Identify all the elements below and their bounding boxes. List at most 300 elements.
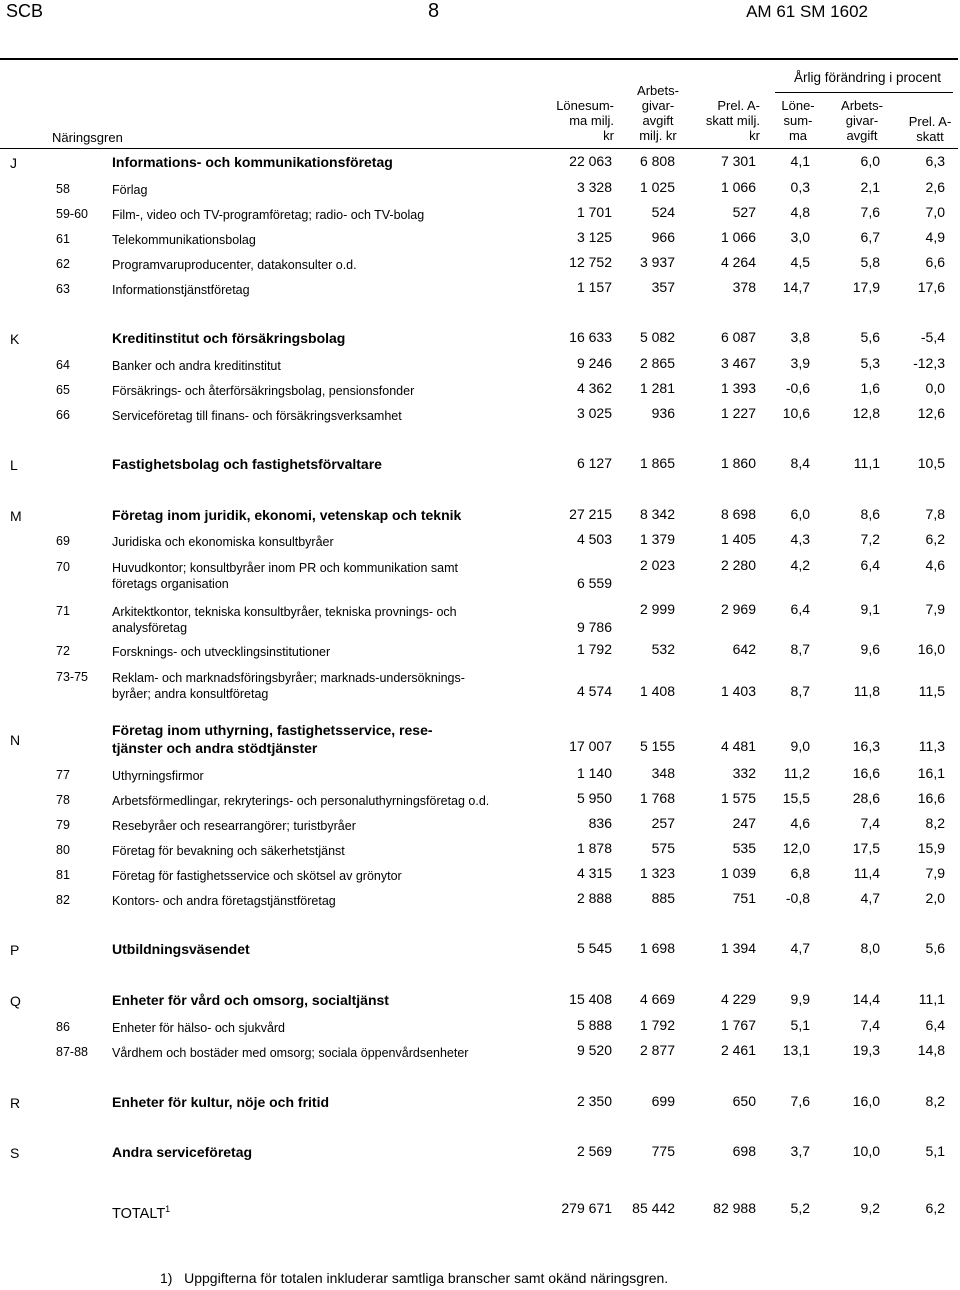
value-prel-a-skatt: 4 481 [720, 738, 756, 754]
industry-name-line1: Utbildningsväsendet [112, 941, 250, 957]
table-row [0, 229, 960, 251]
value-chg-prel-a-skatt: 7,8 [925, 506, 945, 522]
industry-name [112, 282, 250, 298]
value-chg-arbetsgivaravgift: 11,4 [853, 865, 880, 881]
value-lonesumma: 9 786 [576, 619, 612, 635]
value-chg-prel-a-skatt: 2,0 [925, 890, 945, 906]
industry-name [112, 1045, 468, 1061]
industry-name [112, 182, 147, 198]
industry-name-line1: Uthyrningsfirmor [112, 769, 204, 783]
value-chg-arbetsgivaravgift: 9,6 [860, 641, 880, 657]
section-row [0, 153, 960, 175]
value-chg-arbetsgivaravgift: 11,8 [853, 683, 880, 699]
industry-name-line1: Företag inom uthyrning, fastighetsservice, rese- [112, 722, 433, 738]
industry-name-line2: tjänster och andra stödtjänster [112, 740, 318, 756]
industry-code: 87-88 [56, 1045, 88, 1059]
value-arbetsgivaravgift: 524 [651, 204, 675, 220]
section-letter: K [10, 331, 20, 347]
industry-name-line1: Programvaruproducenter, datakonsulter o.d. [112, 258, 357, 272]
section-letter: S [10, 1145, 20, 1161]
section-letter: L [10, 457, 18, 473]
footnote-ref: 1 [165, 1204, 171, 1214]
value-arbetsgivaravgift: 1 281 [639, 380, 675, 396]
value-lonesumma: 1 701 [576, 204, 612, 220]
industry-name [112, 644, 330, 660]
value-arbetsgivaravgift: 2 865 [639, 355, 675, 371]
value-arbetsgivaravgift: 1 408 [639, 683, 675, 699]
industry-name-line1: Juridiska och ekonomiska konsultbyråer [112, 535, 334, 549]
table-row [0, 254, 960, 276]
value-arbetsgivaravgift: 1 698 [639, 940, 675, 956]
value-prel-a-skatt: 650 [732, 1093, 756, 1109]
industry-code: 69 [56, 534, 70, 548]
table-row [0, 557, 960, 591]
industry-code: 58 [56, 182, 70, 196]
industry-name-line1: Enheter för kultur, nöje och fritid [112, 1094, 330, 1110]
value-prel-a-skatt: 2 280 [720, 557, 756, 573]
value-chg-lonesumma: 13,1 [782, 1042, 810, 1058]
value-chg-arbetsgivaravgift: 7,2 [860, 531, 880, 547]
annual-change-title: Årlig förändring i procent [793, 70, 942, 85]
value-chg-arbetsgivaravgift: 9,2 [860, 1200, 880, 1216]
value-lonesumma: 9 246 [576, 355, 612, 371]
value-chg-lonesumma: -0,8 [785, 890, 810, 906]
industry-name [112, 793, 489, 809]
value-lonesumma: 1 140 [576, 765, 612, 781]
value-prel-a-skatt: 1 403 [720, 683, 756, 699]
value-chg-prel-a-skatt: 10,5 [917, 455, 945, 471]
value-prel-a-skatt: 527 [732, 204, 756, 220]
industry-code: 81 [56, 868, 70, 882]
value-chg-lonesumma: 9,9 [790, 991, 810, 1007]
value-prel-a-skatt: 332 [732, 765, 756, 781]
value-chg-lonesumma: 4,3 [790, 531, 810, 547]
value-chg-arbetsgivaravgift: 6,7 [860, 229, 880, 245]
value-chg-lonesumma: 5,1 [790, 1017, 810, 1033]
industry-name [112, 1020, 285, 1036]
value-chg-arbetsgivaravgift: 7,6 [860, 204, 880, 220]
industry-name-line1: Resebyråer och researrangörer; turistbyråer [112, 819, 356, 833]
value-arbetsgivaravgift: 966 [651, 229, 675, 245]
value-prel-a-skatt: 751 [732, 890, 756, 906]
value-chg-prel-a-skatt: 16,6 [917, 790, 945, 806]
industry-code: 66 [56, 408, 70, 422]
value-chg-lonesumma: 3,9 [790, 355, 810, 371]
industry-code: 77 [56, 768, 70, 782]
section-row [0, 720, 960, 756]
value-chg-prel-a-skatt: 4,9 [925, 229, 945, 245]
value-chg-arbetsgivaravgift: 16,6 [852, 765, 880, 781]
industry-name [112, 941, 250, 957]
value-chg-prel-a-skatt: 11,1 [918, 991, 945, 1007]
value-prel-a-skatt: 1 394 [720, 940, 756, 956]
value-chg-prel-a-skatt: 12,6 [917, 405, 945, 421]
value-arbetsgivaravgift: 699 [651, 1093, 675, 1109]
table-row [0, 641, 960, 663]
industry-name [112, 721, 433, 757]
value-arbetsgivaravgift: 5 155 [639, 738, 675, 754]
value-chg-arbetsgivaravgift: 7,4 [860, 1017, 880, 1033]
value-prel-a-skatt: 4 229 [720, 991, 756, 1007]
value-arbetsgivaravgift: 357 [651, 279, 675, 295]
value-chg-lonesumma: 8,7 [790, 683, 810, 699]
section-row [0, 329, 960, 351]
value-chg-lonesumma: 11,2 [783, 765, 810, 781]
value-lonesumma: 16 633 [569, 329, 612, 345]
value-arbetsgivaravgift: 6 808 [639, 153, 675, 169]
value-lonesumma: 5 950 [576, 790, 612, 806]
industry-name-line2: företags organisation [112, 577, 229, 591]
industry-name-line1: Företag för fastighetsservice och skötsel av grönytor [112, 869, 402, 883]
value-chg-prel-a-skatt: 6,4 [925, 1017, 945, 1033]
value-lonesumma: 836 [588, 815, 612, 831]
table-row [0, 765, 960, 787]
industry-name [112, 534, 334, 550]
table-row [0, 815, 960, 837]
table-row [0, 601, 960, 635]
industry-name [112, 257, 357, 273]
industry-name [112, 154, 393, 170]
industry-name [112, 232, 256, 248]
table-row [0, 890, 960, 912]
value-chg-arbetsgivaravgift: 2,1 [860, 179, 880, 195]
value-chg-lonesumma: 4,5 [790, 254, 810, 270]
value-prel-a-skatt: 1 066 [720, 179, 756, 195]
value-lonesumma: 2 569 [576, 1143, 612, 1159]
col-arbetsgivaravgift: Arbets- givar- avgift milj. kr [637, 83, 679, 143]
industry-code: 64 [56, 358, 70, 372]
value-lonesumma: 3 025 [576, 405, 612, 421]
table-row [0, 667, 960, 701]
industry-code: 86 [56, 1020, 70, 1034]
value-lonesumma: 9 520 [576, 1042, 612, 1058]
section-letter: J [10, 155, 17, 171]
value-prel-a-skatt: 1 039 [720, 865, 756, 881]
industry-name [112, 818, 356, 834]
section-row [0, 506, 960, 528]
industry-name-line1: Kreditinstitut och försäkringsbolag [112, 330, 346, 346]
value-arbetsgivaravgift: 3 937 [639, 254, 675, 270]
col-lonesumma: Lönesum- ma milj. kr [556, 98, 614, 143]
value-lonesumma: 17 007 [569, 738, 612, 754]
value-prel-a-skatt: 2 969 [720, 601, 756, 617]
value-arbetsgivaravgift: 775 [651, 1143, 675, 1159]
industry-code: 72 [56, 644, 70, 658]
value-lonesumma: 3 125 [576, 229, 612, 245]
value-chg-arbetsgivaravgift: 5,8 [860, 254, 880, 270]
value-chg-arbetsgivaravgift: 16,3 [852, 738, 880, 754]
industry-name-line2: analysföretag [112, 621, 188, 635]
section-letter: Q [10, 993, 21, 1009]
value-lonesumma: 2 888 [576, 890, 612, 906]
value-chg-prel-a-skatt: 16,0 [917, 641, 945, 657]
value-chg-prel-a-skatt: 7,9 [925, 601, 945, 617]
section-letter: N [10, 732, 21, 748]
section-row [0, 940, 960, 962]
industry-name-line1: Arbetsförmedlingar, rekryterings- och personaluthyrningsföretag o.d. [112, 794, 490, 808]
value-prel-a-skatt: 1 575 [720, 790, 756, 806]
footnote-marker: 1) [160, 1270, 173, 1286]
value-lonesumma: 12 752 [569, 254, 612, 270]
table-row [0, 405, 960, 427]
value-chg-arbetsgivaravgift: 9,1 [860, 601, 880, 617]
industry-code: 63 [56, 282, 70, 296]
value-lonesumma: 2 350 [576, 1093, 612, 1109]
value-chg-arbetsgivaravgift: 8,6 [860, 506, 880, 522]
industry-name-line1: Forsknings- och utvecklingsinstitutioner [112, 645, 331, 659]
value-chg-lonesumma: 0,3 [790, 179, 810, 195]
value-arbetsgivaravgift: 2 999 [639, 601, 675, 617]
value-chg-lonesumma: 10,6 [782, 405, 810, 421]
industry-name-line1: Kontors- och andra företagstjänstföretag [112, 894, 336, 908]
table-row [0, 355, 960, 377]
value-chg-lonesumma: 15,5 [782, 790, 810, 806]
value-chg-prel-a-skatt: 0,0 [925, 380, 945, 396]
value-chg-lonesumma: -0,6 [785, 380, 810, 396]
industry-name [112, 893, 336, 909]
value-chg-prel-a-skatt: 5,6 [925, 940, 945, 956]
industry-name [112, 1144, 252, 1160]
value-prel-a-skatt: 82 988 [713, 1200, 756, 1216]
section-letter: M [10, 508, 22, 524]
industry-code: 62 [56, 257, 70, 271]
value-lonesumma: 1 878 [576, 840, 612, 856]
value-arbetsgivaravgift: 2 877 [639, 1042, 675, 1058]
industry-name [112, 507, 461, 523]
section-letter: P [10, 942, 20, 958]
value-chg-arbetsgivaravgift: 6,4 [860, 557, 880, 573]
value-chg-prel-a-skatt: 16,1 [917, 765, 945, 781]
header-rule [0, 148, 958, 149]
value-chg-prel-a-skatt: 6,2 [925, 1200, 945, 1216]
industry-name [112, 768, 204, 784]
value-chg-lonesumma: 7,6 [790, 1093, 810, 1109]
industry-name-line1: Företag inom juridik, ekonomi, vetenskap och teknik [112, 507, 462, 523]
report-id: AM 61 SM 1602 [746, 2, 868, 21]
value-prel-a-skatt: 6 087 [720, 329, 756, 345]
table-row [0, 1042, 960, 1064]
value-chg-prel-a-skatt: 8,2 [925, 815, 945, 831]
industry-name [112, 843, 345, 859]
value-prel-a-skatt: 1 393 [720, 380, 756, 396]
col-chg-lonesumma: Löne- sum- ma [781, 98, 815, 143]
value-chg-prel-a-skatt: 6,6 [925, 254, 945, 270]
section-row [0, 991, 960, 1013]
industry-name-line1: Andra serviceföretag [112, 1144, 253, 1160]
value-chg-prel-a-skatt: 7,0 [925, 204, 945, 220]
value-chg-lonesumma: 6,0 [790, 506, 810, 522]
value-chg-lonesumma: 8,7 [790, 641, 810, 657]
value-lonesumma: 6 127 [576, 455, 612, 471]
value-prel-a-skatt: 698 [732, 1143, 756, 1159]
industry-name-line1: Företag för bevakning och säkerhetstjänst [112, 844, 345, 858]
value-prel-a-skatt: 2 461 [720, 1042, 756, 1058]
industry-code: 80 [56, 843, 70, 857]
value-lonesumma: 27 215 [569, 506, 612, 522]
value-arbetsgivaravgift: 532 [651, 641, 675, 657]
industry-code: 65 [56, 383, 70, 397]
industry-name [112, 604, 457, 636]
value-chg-prel-a-skatt: 5,1 [925, 1143, 945, 1159]
table-row [0, 1017, 960, 1039]
value-chg-lonesumma: 3,0 [790, 229, 810, 245]
value-chg-lonesumma: 14,7 [782, 279, 810, 295]
value-chg-arbetsgivaravgift: 28,6 [852, 790, 880, 806]
value-chg-arbetsgivaravgift: 14,4 [852, 991, 880, 1007]
table-row [0, 531, 960, 553]
section-row [0, 455, 960, 477]
industry-name-line1: Informationstjänstföretag [112, 283, 250, 297]
section-letter: R [10, 1095, 21, 1111]
industry-name [112, 456, 382, 472]
industry-name [112, 408, 402, 424]
value-arbetsgivaravgift: 1 865 [639, 455, 675, 471]
value-arbetsgivaravgift: 5 082 [639, 329, 675, 345]
value-chg-prel-a-skatt: 8,2 [925, 1093, 945, 1109]
value-chg-prel-a-skatt: 4,6 [925, 557, 945, 573]
value-arbetsgivaravgift: 1 379 [639, 531, 675, 547]
value-lonesumma: 4 503 [576, 531, 612, 547]
col-chg-prel-a-skatt: Prel. A- skatt [908, 114, 952, 144]
value-chg-lonesumma: 4,1 [790, 153, 810, 169]
value-chg-arbetsgivaravgift: 12,8 [852, 405, 880, 421]
value-arbetsgivaravgift: 1 025 [639, 179, 675, 195]
value-lonesumma: 22 063 [569, 153, 612, 169]
value-chg-prel-a-skatt: 11,3 [918, 738, 945, 754]
value-prel-a-skatt: 8 698 [720, 506, 756, 522]
industry-name [112, 1094, 329, 1110]
industry-name-line1: Vårdhem och bostäder med omsorg; sociala öppenvårdsenheter [112, 1046, 469, 1060]
value-chg-prel-a-skatt: 2,6 [925, 179, 945, 195]
value-chg-lonesumma: 5,2 [790, 1200, 810, 1216]
industry-name-line1: Reklam- och marknadsföringsbyråer; marknads-undersöknings- [112, 671, 465, 685]
col-prel-a-skatt: Prel. A- skatt milj. kr [705, 98, 760, 143]
value-chg-arbetsgivaravgift: 5,3 [860, 355, 880, 371]
industry-name [112, 330, 345, 346]
value-lonesumma: 3 328 [576, 179, 612, 195]
value-chg-lonesumma: 6,8 [790, 865, 810, 881]
value-arbetsgivaravgift: 1 323 [639, 865, 675, 881]
value-chg-arbetsgivaravgift: 16,0 [852, 1093, 880, 1109]
industry-name-line1: Serviceföretag till finans- och försäkringsverksamhet [112, 409, 402, 423]
industry-name [112, 992, 389, 1008]
value-arbetsgivaravgift: 885 [651, 890, 675, 906]
value-chg-lonesumma: 4,6 [790, 815, 810, 831]
industry-name [112, 560, 458, 592]
value-chg-lonesumma: 3,8 [790, 329, 810, 345]
value-arbetsgivaravgift: 4 669 [639, 991, 675, 1007]
footnote-text: Uppgifterna för totalen inkluderar samtliga branscher samt okänd näringsgren. [184, 1270, 669, 1286]
value-chg-lonesumma: 8,4 [790, 455, 810, 471]
value-chg-lonesumma: 4,8 [790, 204, 810, 220]
value-chg-arbetsgivaravgift: 7,4 [860, 815, 880, 831]
value-chg-arbetsgivaravgift: 19,3 [852, 1042, 880, 1058]
industry-name [112, 358, 281, 374]
value-chg-lonesumma: 12,0 [782, 840, 810, 856]
value-lonesumma: 4 315 [576, 865, 612, 881]
value-chg-lonesumma: 4,2 [790, 557, 810, 573]
industry-name-line1: Arkitektkontor, tekniska konsultbyråer, tekniska provnings- och [112, 605, 457, 619]
page-header [0, 0, 960, 28]
value-arbetsgivaravgift: 1 768 [639, 790, 675, 806]
value-lonesumma: 1 157 [576, 279, 612, 295]
value-prel-a-skatt: 642 [732, 641, 756, 657]
top-rule [0, 58, 958, 60]
value-chg-arbetsgivaravgift: 4,7 [860, 890, 880, 906]
value-prel-a-skatt: 1 405 [720, 531, 756, 547]
value-arbetsgivaravgift: 348 [651, 765, 675, 781]
value-lonesumma: 279 671 [561, 1200, 612, 1216]
annual-change-rule [775, 92, 953, 93]
industry-name [112, 383, 414, 399]
industry-code: 78 [56, 793, 70, 807]
industry-code: 71 [56, 604, 70, 618]
value-chg-prel-a-skatt: 11,5 [918, 683, 945, 699]
value-lonesumma: 5 888 [576, 1017, 612, 1033]
value-chg-lonesumma: 6,4 [790, 601, 810, 617]
value-chg-prel-a-skatt: -5,4 [920, 329, 945, 345]
industry-name [112, 868, 402, 884]
value-chg-arbetsgivaravgift: 10,0 [852, 1143, 880, 1159]
industry-name-line1: Försäkrings- och återförsäkringsbolag, pensionsfonder [112, 384, 415, 398]
value-arbetsgivaravgift: 2 023 [639, 557, 675, 573]
value-lonesumma: 5 545 [576, 940, 612, 956]
value-lonesumma: 4 362 [576, 380, 612, 396]
col-chg-arbetsgivaravgift: Arbets- givar- avgift [841, 98, 883, 143]
table-row [0, 865, 960, 887]
value-prel-a-skatt: 247 [732, 815, 756, 831]
page-number: 8 [428, 0, 440, 22]
value-chg-arbetsgivaravgift: 11,1 [853, 455, 880, 471]
industry-code: 59-60 [56, 207, 88, 221]
value-arbetsgivaravgift: 8 342 [639, 506, 675, 522]
value-chg-arbetsgivaravgift: 1,6 [860, 380, 880, 396]
industry-name-line1: Informations- och kommunikationsföretag [112, 154, 393, 170]
value-chg-arbetsgivaravgift: 6,0 [860, 153, 880, 169]
footnote [160, 1270, 668, 1286]
value-chg-arbetsgivaravgift: 17,9 [852, 279, 880, 295]
value-arbetsgivaravgift: 257 [651, 815, 675, 831]
industry-code: 73-75 [56, 670, 88, 684]
value-prel-a-skatt: 535 [732, 840, 756, 856]
industry-name-line2: byråer; andra konsultföretag [112, 687, 269, 701]
industry-name [112, 1201, 170, 1222]
value-chg-prel-a-skatt: 6,3 [925, 153, 945, 169]
industry-name-line1: Enheter för vård och omsorg, socialtjänst [112, 992, 389, 1008]
value-chg-prel-a-skatt: 14,8 [917, 1042, 945, 1058]
industry-name [112, 670, 465, 702]
value-prel-a-skatt: 1 227 [720, 405, 756, 421]
value-prel-a-skatt: 4 264 [720, 254, 756, 270]
table-row [0, 279, 960, 301]
value-lonesumma: 4 574 [576, 683, 612, 699]
value-prel-a-skatt: 1 066 [720, 229, 756, 245]
value-prel-a-skatt: 1 767 [720, 1017, 756, 1033]
value-chg-prel-a-skatt: 15,9 [917, 840, 945, 856]
value-chg-lonesumma: 3,7 [790, 1143, 810, 1159]
value-arbetsgivaravgift: 1 792 [639, 1017, 675, 1033]
publisher-label: SCB [6, 1, 44, 21]
value-lonesumma: 1 792 [576, 641, 612, 657]
industry-name-line1: Banker och andra kreditinstitut [112, 359, 281, 373]
table-row [0, 204, 960, 226]
industry-code: 82 [56, 893, 70, 907]
table-row [0, 840, 960, 862]
industry-name-line1: Telekommunikationsbolag [112, 233, 256, 247]
table-row [0, 380, 960, 402]
col-naringsgren: Näringsgren [52, 130, 123, 145]
section-row [0, 1143, 960, 1165]
